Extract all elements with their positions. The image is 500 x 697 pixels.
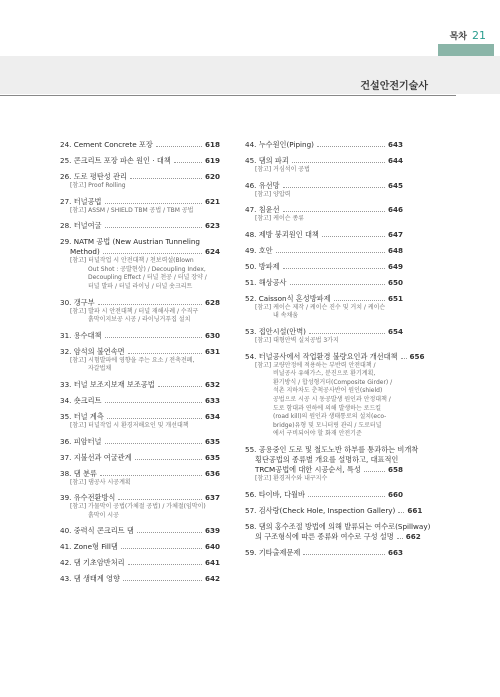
dot-leader [398, 512, 404, 513]
toc-entry-title: 47. 침윤선 [245, 205, 280, 215]
toc-entry-note: 석촌 지하차도 춘척공사반어 원인(shield) [273, 387, 383, 395]
toc-entry-title: 29. NATM 공법 (New Austrian Tunneling [60, 237, 200, 247]
dot-leader [397, 538, 403, 539]
toc-entry-note: [참고] 환경저수와 내구지수 [255, 474, 328, 482]
toc-entry[interactable] [60, 298, 220, 325]
toc-entry-title: 26. 도로 평탄성 관리 [60, 172, 127, 181]
toc-page-number: 642 [204, 574, 220, 584]
toc-entry-title: 횡단공법의 종류별 개요를 설명하고, 대표적인 [255, 454, 399, 464]
toc-entry-note: Out Shot : 공발현상) / Decoupling Index, [88, 265, 206, 273]
toc-entry[interactable] [60, 542, 220, 552]
toc-entry[interactable] [245, 181, 403, 200]
toc-entry-note: 공법으로 시공 시 동공발생 원인과 안정대책 / [273, 395, 391, 403]
toc-entry-title: 57. 검사랑(Check Hole, Inspection Gallery) [245, 505, 396, 515]
toc-entry-note: [참고] 케이슨 종류 [255, 215, 305, 223]
toc-entry-note: [참고] 발파 시 안전대책 / 터널 재해사례 / 수직구 [70, 307, 199, 315]
toc-entry[interactable] [245, 351, 425, 439]
toc-entry-title: 40. 중력식 콘크리트 댐 [60, 526, 134, 536]
toc-page-number: 651 [387, 293, 403, 303]
toc-page-number: 637 [204, 493, 220, 503]
toc-page-number: 647 [387, 229, 403, 239]
toc-entry[interactable] [245, 444, 419, 484]
toc-entry-title: 51. 해상공사 [245, 277, 287, 287]
toc-entry-title: Method) [70, 247, 100, 257]
toc-entry[interactable] [245, 505, 423, 516]
dot-leader [283, 211, 385, 212]
dot-leader [322, 236, 385, 237]
toc-entry[interactable] [60, 221, 220, 231]
toc-entry-note: [참고] 교량안정에 적용하는 부반력 안전대책 / [255, 361, 376, 369]
toc-entry[interactable] [60, 396, 220, 406]
toc-entry-title: 35. 터널 계측 [60, 411, 104, 421]
toc-entry[interactable] [60, 172, 220, 191]
toc-entry-note: 비닐공사 유해가스, 분진으로 환기계획, [273, 370, 376, 378]
toc-entry-note: 자갈법채 [88, 365, 112, 373]
dot-leader [308, 496, 385, 497]
toc-entry-title: 46. 유선망 [245, 180, 280, 190]
toc-page-number: 660 [387, 489, 403, 499]
toc-entry[interactable] [60, 453, 220, 463]
toc-page-number: 663 [387, 547, 403, 557]
dot-leader [105, 203, 202, 204]
toc-entry[interactable] [245, 294, 403, 321]
toc-entry[interactable] [245, 230, 403, 240]
dot-leader [174, 162, 202, 163]
toc-entry[interactable] [245, 140, 403, 150]
toc-entry[interactable] [245, 246, 403, 256]
toc-entry-note: 흙막이 시공 [88, 511, 119, 519]
toc-entry-note: [참고] 가물막이 공법(가체절 공법) / 가체절(임막이) [70, 503, 206, 511]
toc-page-number: 620 [204, 172, 220, 181]
dot-leader [100, 475, 202, 476]
toc-right-column [245, 140, 431, 564]
toc-page-number: 619 [204, 156, 220, 165]
toc-page-number: 643 [387, 140, 403, 149]
toc-entry[interactable] [245, 278, 403, 288]
toc-page-number: 639 [204, 526, 220, 536]
toc-entry[interactable] [245, 490, 403, 500]
toc-left-column [60, 140, 220, 590]
toc-entry[interactable] [60, 156, 220, 166]
toc-page-number: 644 [387, 156, 403, 165]
toc-entry-note: 에서 구비되어야 할 화재 안전기준 [273, 430, 362, 438]
toc-entry-title: 55. 공용중인 도로 및 철도노반 하부를 통과하는 비개착 [245, 444, 419, 454]
toc-entry-title: 45. 댐의 파괴 [245, 156, 289, 165]
toc-entry-note: [참고] 댐공사 시공계획 [70, 478, 131, 486]
toc-entry-title: 37. 지불선과 여굴관계 [60, 452, 132, 462]
dot-leader [98, 304, 202, 305]
toc-entry-title: 52. Caisson식 혼성방파제 [245, 293, 331, 303]
toc-page-number: 624 [204, 247, 220, 257]
toc-entry-title: 58. 댐의 홍수조절 방법에 의해 발류되는 여수로(Spillway) [245, 521, 431, 531]
dot-leader [121, 548, 202, 549]
toc-entry-title: 27. 터널공법 [60, 196, 102, 206]
dot-leader [276, 252, 385, 253]
toc-entry-title: 32. 암석의 불연속면 [60, 346, 125, 356]
toc-entry[interactable] [245, 156, 403, 175]
toc-entry-title: 의 구조형식에 따른 종류와 여수로 구성 설명 [255, 531, 394, 541]
toc-entry-note: Decoupling Effect / 터널 천공 / 터널 장약 / [88, 274, 207, 282]
toc-entry-note: (road kill)의 원인과 생태통로의 설치(eco- [273, 413, 387, 421]
toc-entry[interactable] [60, 526, 220, 536]
toc-page-number: 658 [387, 464, 403, 474]
toc-page-number: 634 [204, 411, 220, 421]
toc-page-number: 632 [204, 379, 220, 389]
toc-entry-note: 흙막이지보공 시공 / 라이닝거푸집 설치 [88, 316, 191, 324]
dot-leader [105, 443, 202, 444]
toc-page-number: 635 [204, 436, 220, 446]
toc-entry-title: 44. 누수원인(Piping) [245, 140, 314, 149]
toc-entry[interactable] [60, 197, 220, 216]
toc-entry[interactable] [60, 469, 220, 488]
toc-entry-title: 50. 방파제 [245, 261, 280, 271]
toc-page-number: 650 [387, 277, 403, 287]
toc-entry[interactable] [60, 493, 220, 520]
toc-entry-title: 30. 갱구부 [60, 297, 95, 307]
toc-entry-title: 54. 터널공사에서 작업환경 불량요인과 개선대책 [245, 351, 398, 361]
toc-entry-title: 36. 피암터널 [60, 436, 102, 446]
toc-entry[interactable] [245, 548, 403, 558]
toc-entry-note: 환기방식 / 합성형거더(Composite Girder) / [273, 378, 393, 386]
toc-entry[interactable] [245, 327, 403, 346]
dot-leader [105, 402, 202, 403]
toc-page-number: 640 [204, 542, 220, 552]
toc-label: 목차 [449, 32, 467, 42]
toc-page-number: 649 [387, 261, 403, 271]
dot-leader [283, 187, 385, 188]
dot-leader [158, 386, 202, 387]
toc-entry-title: 49. 호안 [245, 245, 273, 255]
toc-entry-title: 28. 터널여굴 [60, 221, 102, 231]
dot-leader [103, 253, 202, 254]
toc-entry-note: [참고] ASSM / SHIELD TBM 공법 / TBM 공법 [70, 206, 194, 214]
page-number: 21 [472, 29, 486, 42]
toc-entry-title: 39. 유수전환방식 [60, 493, 116, 503]
toc-page-number: 654 [387, 326, 403, 336]
toc-entry-note: [참고] 거심석이 공법 [255, 166, 310, 173]
toc-entry-title: 56. 타이바, 다월바 [245, 489, 305, 499]
toc-entry-note: [참고] 터널작업 시 환경저해요인 및 개선대책 [70, 421, 189, 429]
toc-page-number: 628 [204, 297, 220, 307]
section-tab [438, 44, 494, 56]
toc-entry-note: [참고] 터널작업 시 안전대책 / 천보력설(Blown [70, 257, 194, 265]
toc-page-number: 621 [204, 196, 220, 206]
toc-page-number: 633 [204, 395, 220, 405]
toc-entry-title: TRCM공법에 대한 시공순서, 특성 [255, 464, 361, 474]
book-title: 건설안전기술사 [360, 81, 428, 92]
toc-entry-note: [참고] 양압력 [255, 190, 291, 198]
header-rule [0, 95, 456, 96]
toc-entry-note: 내 속채움 [273, 312, 299, 320]
toc-entry[interactable] [60, 347, 220, 374]
toc-entry[interactable] [60, 237, 220, 291]
toc-entry-title: 34. 숏크리트 [60, 395, 102, 405]
toc-entry-title: 53. 접안시설(안벽) [245, 326, 306, 336]
dot-leader [137, 532, 202, 533]
dot-leader [317, 146, 385, 147]
dot-leader [107, 418, 202, 419]
toc-entry-title: 48. 제방 붕괴원인 대책 [245, 229, 319, 239]
toc-page-number: 662 [405, 531, 421, 541]
toc-entry[interactable] [60, 331, 220, 341]
dot-leader [401, 358, 407, 359]
dot-leader [135, 459, 202, 460]
dot-leader [303, 554, 385, 555]
toc-page-number: 641 [204, 558, 220, 568]
toc-page-number: 623 [204, 221, 220, 231]
toc-page-number: 631 [204, 346, 220, 356]
toc-page-number: 656 [409, 351, 425, 361]
toc-entry-note: [참고] 시험발파에 영향을 주는 요소 / 전축전폐, [70, 356, 195, 364]
toc-entry-title: 38. 댐 분류 [60, 468, 97, 478]
dot-leader [105, 337, 202, 338]
dot-leader [292, 162, 385, 163]
toc-entry[interactable] [60, 380, 220, 390]
dot-leader [156, 146, 202, 147]
dot-leader [283, 268, 385, 269]
toc-entry[interactable] [60, 574, 220, 584]
toc-entry[interactable] [60, 437, 220, 447]
toc-page-number: 636 [204, 468, 220, 478]
header-band [0, 0, 500, 56]
dot-leader [334, 300, 385, 301]
dot-leader [118, 499, 202, 500]
toc-page-number: 648 [387, 245, 403, 255]
toc-entry[interactable] [245, 521, 431, 542]
toc-page-number: 635 [204, 452, 220, 462]
toc-entry-note: 터널 발파 / 터널 라이닝 / 터널 숏크리트 [88, 282, 193, 290]
toc-entry[interactable] [60, 558, 220, 568]
dot-leader [130, 178, 202, 179]
dot-leader [309, 333, 385, 334]
toc-entry-title: 41. Zone형 Fill댐 [60, 542, 118, 552]
toc-page-number: 645 [387, 180, 403, 190]
toc-entry-title: 25. 콘크리트 포장 파손 원인 · 대책 [60, 156, 171, 165]
toc-entry-note: 도로 함대과 연하에 의해 발생하는 로드킬 [273, 404, 382, 412]
toc-entry[interactable] [245, 262, 403, 272]
toc-entry-title: 43. 댐 생태계 영향 [60, 574, 120, 584]
page-header [450, 29, 486, 42]
toc-entry-title: 59. 기타출제문제 [245, 547, 301, 557]
toc-page-number: 618 [204, 140, 220, 149]
dot-leader [123, 580, 202, 581]
toc-entry[interactable] [245, 205, 403, 224]
toc-entry[interactable] [60, 412, 220, 431]
toc-entry-title: 42. 댐 기초암반처리 [60, 558, 125, 568]
toc-entry[interactable] [60, 140, 220, 150]
dot-leader [105, 227, 202, 228]
toc-entry-title: 33. 터널 보조지보재 보조공법 [60, 379, 155, 389]
dot-leader [364, 471, 385, 472]
toc-page-number: 630 [204, 330, 220, 340]
toc-entry-title: 31. 용수대책 [60, 330, 102, 340]
toc-entry-note: [참고] 케이슨 제작 / 케이슨 진수 및 거치 / 케이슨 [255, 303, 386, 311]
dot-leader [290, 284, 385, 285]
toc-entry-note: bridge)유형 및 모니터링 관리 / 도로터널 [273, 421, 382, 429]
toc-page-number: 646 [387, 205, 403, 215]
dot-leader [128, 564, 202, 565]
dot-leader [128, 353, 202, 354]
toc-entry-note: [참고] 대형안벽 실치공법 3가지 [255, 336, 339, 344]
toc-entry-title: 24. Cement Concrete 포장 [60, 140, 153, 149]
toc-entry-note: [참고] Proof Rolling [70, 182, 126, 189]
toc-page-number: 661 [407, 505, 423, 515]
